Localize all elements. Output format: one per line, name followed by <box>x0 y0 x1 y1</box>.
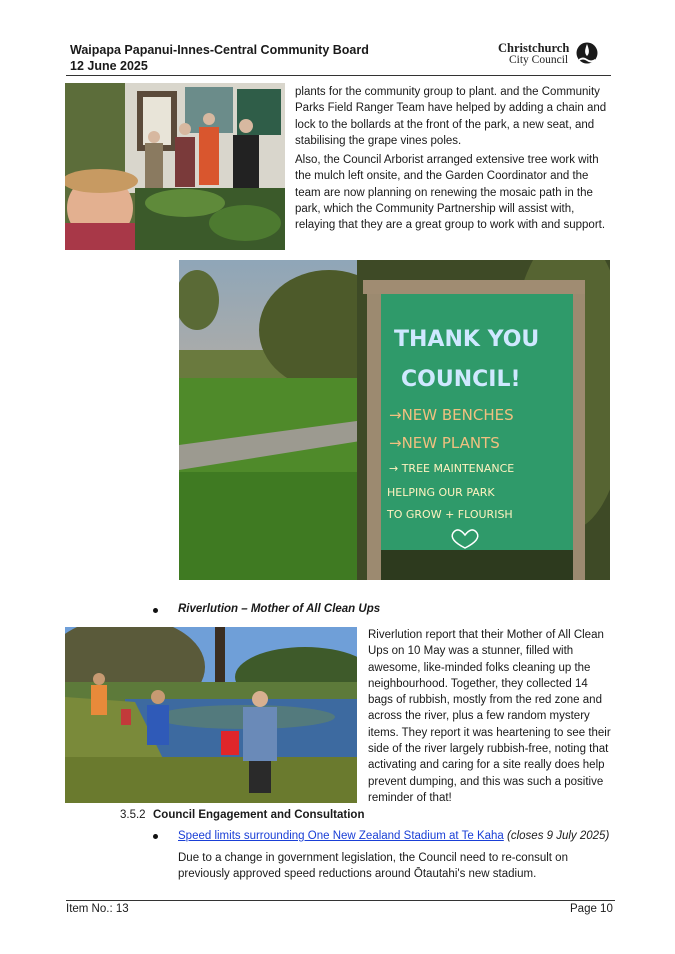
logo-line1: Christchurch <box>498 41 570 55</box>
sign-line-1: THANK YOU <box>394 327 540 352</box>
footer-rule <box>66 900 615 901</box>
section-number: 3.5.2 <box>120 809 146 821</box>
consultation-paragraph: Due to a change in government legislation, the Council need to re-consult on previously approved speed reductions around Ōtautahi's new stadium. <box>178 852 568 881</box>
page-number: Page 10 <box>570 903 613 915</box>
speed-limits-link[interactable]: Speed limits surrounding One New Zealand Stadium at Te Kaha <box>178 830 504 842</box>
community-group-photo <box>65 83 285 250</box>
logo-line2: City Council <box>509 54 569 66</box>
board-title: Waipapa Papanui-Innes-Central Community Board <box>70 43 369 57</box>
riverlution-heading: Riverlution – Mother of All Clean Ups <box>178 603 381 615</box>
bullet-icon <box>153 608 158 613</box>
sign-line-7: TO GROW + FLOURISH <box>387 508 513 521</box>
bullet-icon <box>153 834 158 839</box>
council-emblem-icon <box>576 42 598 66</box>
thank-you-sign-photo <box>179 260 610 580</box>
river-cleanup-photo <box>65 627 357 803</box>
consultation-item <box>178 828 618 844</box>
council-logo <box>498 42 600 68</box>
sign-line-5: → TREE MAINTENANCE <box>389 462 515 475</box>
sign-line-2: COUNCIL! <box>401 367 521 392</box>
header-rule <box>66 75 611 76</box>
sign-line-4: →NEW PLANTS <box>389 434 500 452</box>
top-paragraph-1: plants for the community group to plant. and the Community Parks Field Ranger Team have helped by adding a chain and lock to the bollards at the front of the park, a new seat, and stabilising the grape vines poles. <box>295 86 607 147</box>
top-paragraph-2: Also, the Council Arborist arranged extensive tree work with the mulch left onsite, and the Garden Coordinator and the team are now planning on renewing the mosaic path in the park, which the Community Partnership will assist with, relaying that they are a great group to work with and support. <box>295 154 606 232</box>
item-number: Item No.: 13 <box>66 903 129 915</box>
sign-line-3: →NEW BENCHES <box>389 406 514 424</box>
closing-date: (closes 9 July 2025) <box>507 830 610 842</box>
riverlution-paragraph: Riverlution report that their Mother of All Clean Ups on 10 May was a stunner, filled with awesome, like-minded folks cleaning up the neighbourhood. Together, they collected 14 bags of rubbish, mostly from the red zone and across the river, plus a few random mystery items. They report it was heartening to see their side of the river largely rubbish-free, noting that activating and caring for a site really does help prevent dumping, and this was such a positive reminder of that! <box>368 629 611 804</box>
section-title: Council Engagement and Consultation <box>153 809 365 821</box>
meeting-date: 12 June 2025 <box>70 59 148 73</box>
sign-line-6: HELPING OUR PARK <box>387 486 495 499</box>
